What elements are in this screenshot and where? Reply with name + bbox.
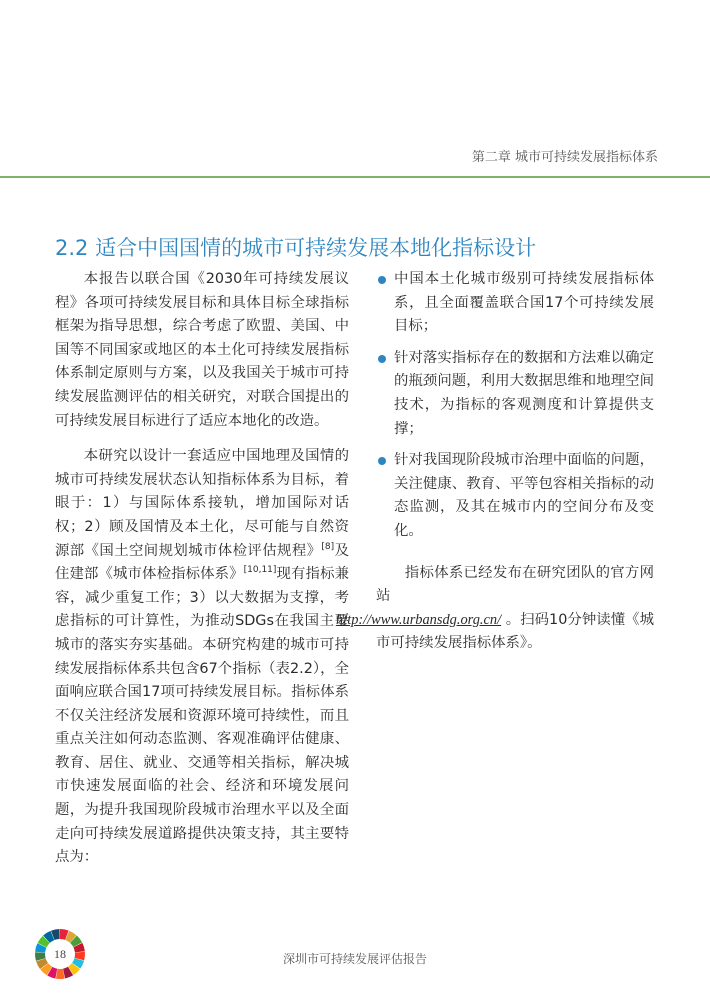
paragraph-2 [55, 445, 349, 870]
left-column [55, 268, 349, 870]
citation-10-11: [10,11] [243, 565, 277, 576]
website-link[interactable]: http://www.urbansdg.org.cn/ [336, 611, 502, 628]
paragraph-2-part-c: 现有指标兼容，减少重复工作；3）以大数据为支撑，考虑指标的可计算性，为推动SDGs在我国主要城市的落实夯实基础。本研究构建的城市可持续发展指标体系共包含67个指标（表2.2），全面响应联合国17项可持续发展目标。指标体系不仅关注经济发展和资源环境可持续性，而且重点关注如何动态监测、客观准确评估健康、教育、居住、就业、交通等相关指标，解决城市快速发展面临的社会、经济和环境发展问题，为提升我国现阶段城市治理水平以及全面走向可持续发展道路提供决策支持，其主要特点为： [55, 566, 349, 866]
section-title: 2.2 适合中国国情的城市可持续发展本地化指标设计 [55, 236, 537, 260]
feature-item [376, 449, 654, 543]
paragraph-2-part-a: 本研究以设计一套适应中国地理及国情的城市可持续发展状态认知指标体系为目标，着眼于：1）与国际体系接轨，增加国际对话权；2）顾及国情及本土化，尽可能与自然资源部《国土空间规划城市体检评估规程》 [55, 448, 349, 559]
footer-title: 深圳市可持续发展评估报告 [282, 952, 427, 966]
feature-text: 针对落实指标存在的数据和方法难以确定的瓶颈问题，利用大数据思维和地理空间技术，为指标的客观测度和计算提供支撑； [394, 349, 654, 437]
bullet-dot-icon [378, 457, 386, 465]
feature-item [376, 347, 654, 441]
citation-8: [8] [321, 541, 335, 552]
website-note-tail: 。扫码10分钟读懂《城市可持续发展指标体系》。 [376, 611, 654, 652]
bullet-dot-icon [378, 276, 386, 284]
feature-item [376, 268, 654, 339]
running-header: 第二章 城市可持续发展指标体系 [471, 150, 658, 165]
feature-text: 中国本土化城市级别可持续发展指标体系，且全面覆盖联合国17个可持续发展目标； [394, 271, 654, 335]
page-number: 18 [54, 947, 66, 961]
bullet-dot-icon [378, 355, 386, 363]
paragraph-1: 本报告以联合国《2030年可持续发展议程》各项可持续发展目标和具体目标全球指标框架为指导思想，综合考虑了欧盟、美国、中国等不同国家或地区的本土化可持续发展指标体系制定原则与方案，以及我国关于城市可持续发展监测评估的相关研究，对联合国提出的可持续发展目标进行了适应本地化的改造。 [55, 271, 349, 429]
paragraph-2-part-b: 及住建部《城市体检指标体系》 [55, 542, 349, 583]
header-rule [0, 176, 710, 178]
feature-list [376, 268, 654, 544]
right-column [336, 268, 654, 656]
feature-text: 针对我国现阶段城市治理中面临的问题，关注健康、教育、平等包容相关指标的动态监测，及其在城市内的空间分布及变化。 [394, 452, 654, 539]
website-note [336, 562, 654, 656]
website-note-lead: 指标体系已经发布在研究团队的官方网站 [376, 564, 654, 605]
